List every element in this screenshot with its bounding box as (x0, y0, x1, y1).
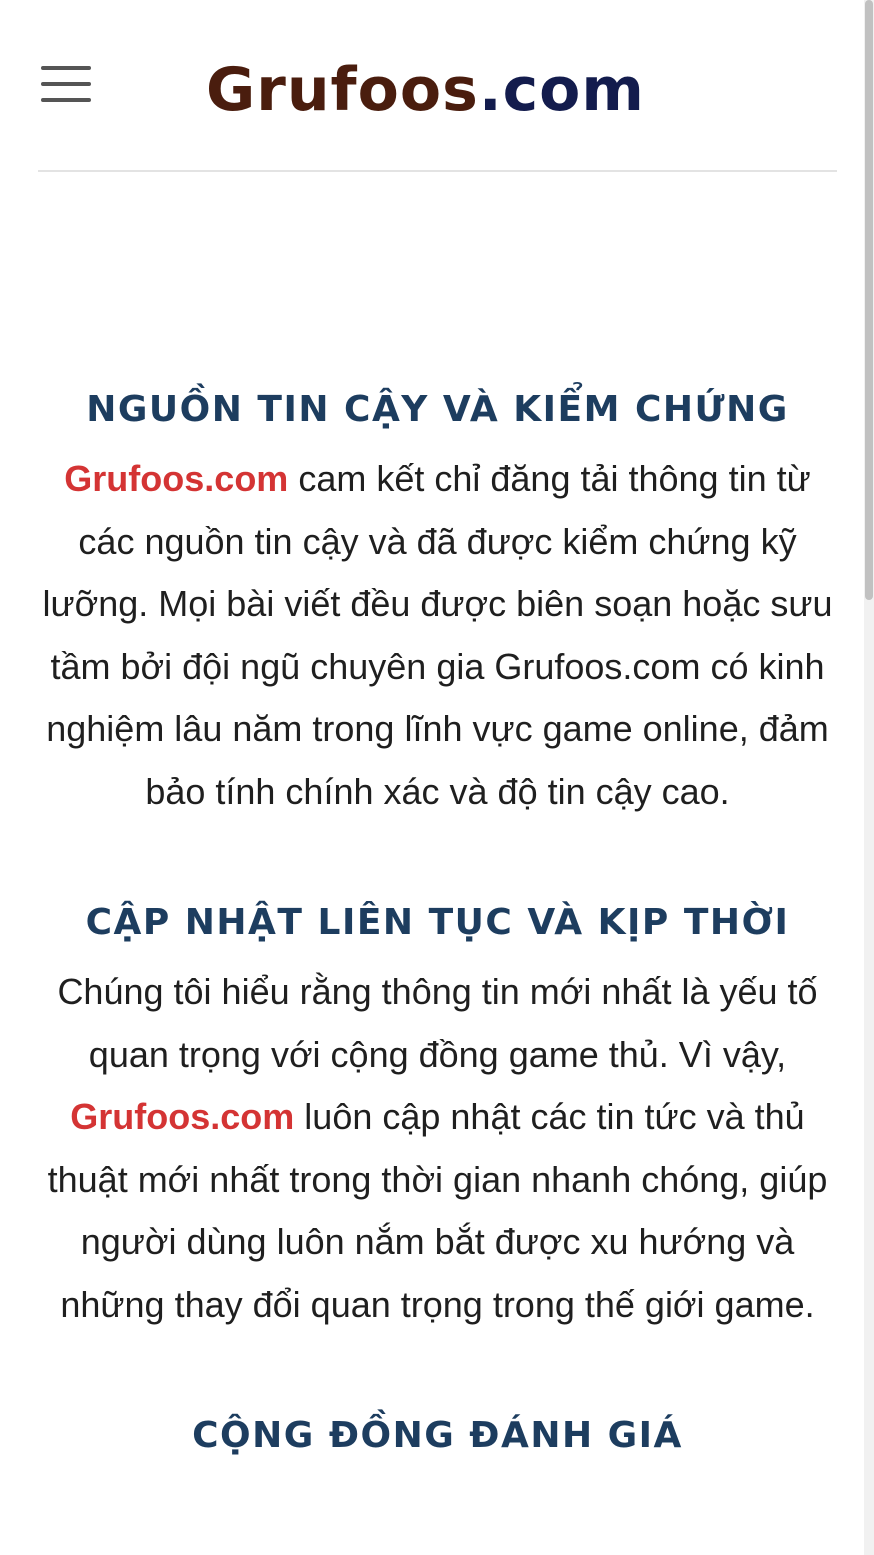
section-title: CỘNG ĐỒNG ĐÁNH GIÁ (192, 1415, 683, 1456)
logo-brand: Grufoos (206, 55, 479, 125)
brand-link[interactable]: Grufoos.com (64, 458, 289, 499)
body-text-after: luôn cập nhật các tin tức và thủ thuật mới nhất trong thời gian nhanh chóng, giúp người dùng luôn nắm bắt được xu hướng và những thay đổi quan trọng trong thế giới game. (47, 1096, 828, 1325)
section-title: NGUỒN TIN CẬY VÀ KIỂM CHỨNG (86, 389, 789, 430)
body-text-before: Chúng tôi hiểu rằng thông tin mới nhất là yếu tố quan trọng với cộng đồng game thủ. Vì vậy, (57, 971, 818, 1075)
logo-tld: .com (478, 55, 645, 125)
hamburger-menu-icon[interactable] (41, 66, 91, 104)
section-body (38, 961, 837, 1336)
scrollbar-thumb[interactable] (865, 0, 873, 600)
menu-bar-top (41, 66, 91, 70)
brand-link[interactable]: Grufoos.com (70, 1096, 295, 1137)
body-text-after: cam kết chỉ đăng tải thông tin từ các nguồn tin cậy và đã được kiểm chứng kỹ lưỡng. Mọi bài viết đều được biên soạn hoặc sưu tầm bởi đội ngũ chuyên gia Grufoos.com có kinh nghiệm lâu năm trong lĩnh vực game online, đảm bảo tính chính xác và độ tin cậy cao. (42, 458, 833, 812)
section-title: CẬP NHẬT LIÊN TỤC VÀ KỊP THỜI (85, 902, 790, 943)
section-community-reviews (38, 1406, 837, 1466)
menu-bar-bottom (41, 98, 91, 102)
main-content (38, 380, 837, 1536)
page-scrollbar[interactable] (864, 0, 874, 1555)
menu-bar-middle (41, 82, 91, 86)
section-body (38, 448, 837, 823)
site-header (38, 0, 837, 172)
section-trusted-sources (38, 380, 837, 823)
section-continuous-updates (38, 893, 837, 1336)
site-logo[interactable] (206, 50, 645, 130)
